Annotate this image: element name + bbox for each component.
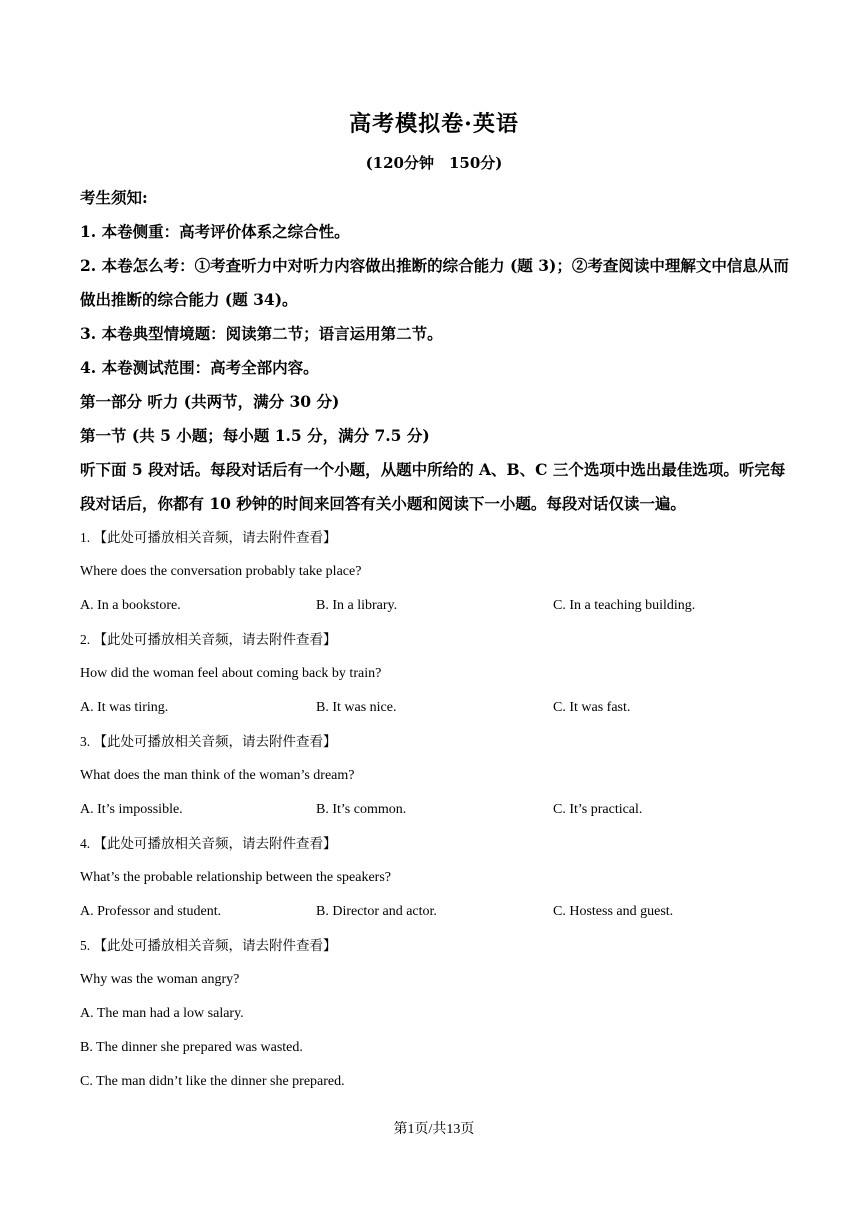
option-a: A. In a bookstore. <box>80 598 181 613</box>
option-b: B. Director and actor. <box>316 904 437 919</box>
option-b: B. It was nice. <box>316 700 397 715</box>
page-title: 高考模拟卷·英语 <box>349 111 519 137</box>
option-c: C. Hostess and guest. <box>553 904 674 919</box>
question-options <box>80 691 792 725</box>
notes-section <box>80 181 792 521</box>
page-subtitle: (120分钟 150分) <box>365 154 503 172</box>
question-stem: Why was the woman angry? <box>80 972 240 987</box>
part-heading: 第一部分 听力 (共两节，满分 30 分) <box>80 392 340 411</box>
section-instructions: 听下面 5 段对话。每段对话后有一个小题，从题中所给的 A、B、C 三个选项中选出最佳选项。听完每段对话后，你都有 10 秒钟的时间来回答有关小题和阅读下一小题。每段对话仅读一遍。 <box>80 460 786 513</box>
option-b: B. In a library. <box>316 598 398 613</box>
question-label: 4. 【此处可播放相关音频，请去附件查看】 <box>80 836 337 851</box>
notes-heading: 考生须知: <box>80 188 148 207</box>
option-a: A. It was tiring. <box>80 700 169 715</box>
option-c: C. It was fast. <box>553 700 631 715</box>
questions-list <box>80 521 792 1099</box>
option-a: A. It’s impossible. <box>80 802 183 817</box>
option-c: C. The man didn’t like the dinner she prepared. <box>80 1074 345 1089</box>
question-options <box>80 895 792 929</box>
option-c: C. It’s practical. <box>553 802 643 817</box>
option-a: A. The man had a low salary. <box>80 1006 244 1021</box>
option-c: C. In a teaching building. <box>553 598 696 613</box>
option-b: B. The dinner she prepared was wasted. <box>80 1040 303 1055</box>
question-label: 3. 【此处可播放相关音频，请去附件查看】 <box>80 734 337 749</box>
page-footer: 第1页/共13页 <box>393 1122 475 1137</box>
question-options <box>80 793 792 827</box>
question-stem: What’s the probable relationship between the speakers? <box>80 870 391 885</box>
subsection-heading: 第一节 (共 5 小题；每小题 1.5 分，满分 7.5 分) <box>80 426 430 445</box>
note-item: 1. 本卷侧重：高考评价体系之综合性。 <box>80 222 350 241</box>
option-a: A. Professor and student. <box>80 904 222 919</box>
question-stem: How did the woman feel about coming back by train? <box>80 666 382 681</box>
question-label: 2. 【此处可播放相关音频，请去附件查看】 <box>80 632 337 647</box>
note-item: 4. 本卷测试范围：高考全部内容。 <box>80 358 319 377</box>
option-b: B. It’s common. <box>316 802 407 817</box>
question-stem: What does the man think of the woman’s dream? <box>80 768 355 783</box>
question-stem: Where does the conversation probably take place? <box>80 564 362 579</box>
note-item: 3. 本卷典型情境题：阅读第二节；语言运用第二节。 <box>80 324 443 343</box>
question-options <box>80 589 792 623</box>
question-label: 5. 【此处可播放相关音频，请去附件查看】 <box>80 938 337 953</box>
question-label: 1. 【此处可播放相关音频，请去附件查看】 <box>80 530 337 545</box>
note-item: 2. 本卷怎么考：①考查听力中对听力内容做出推断的综合能力 (题 3)；②考查阅读中理解文中信息从而做出推断的综合能力 (题 34)。 <box>80 256 789 309</box>
